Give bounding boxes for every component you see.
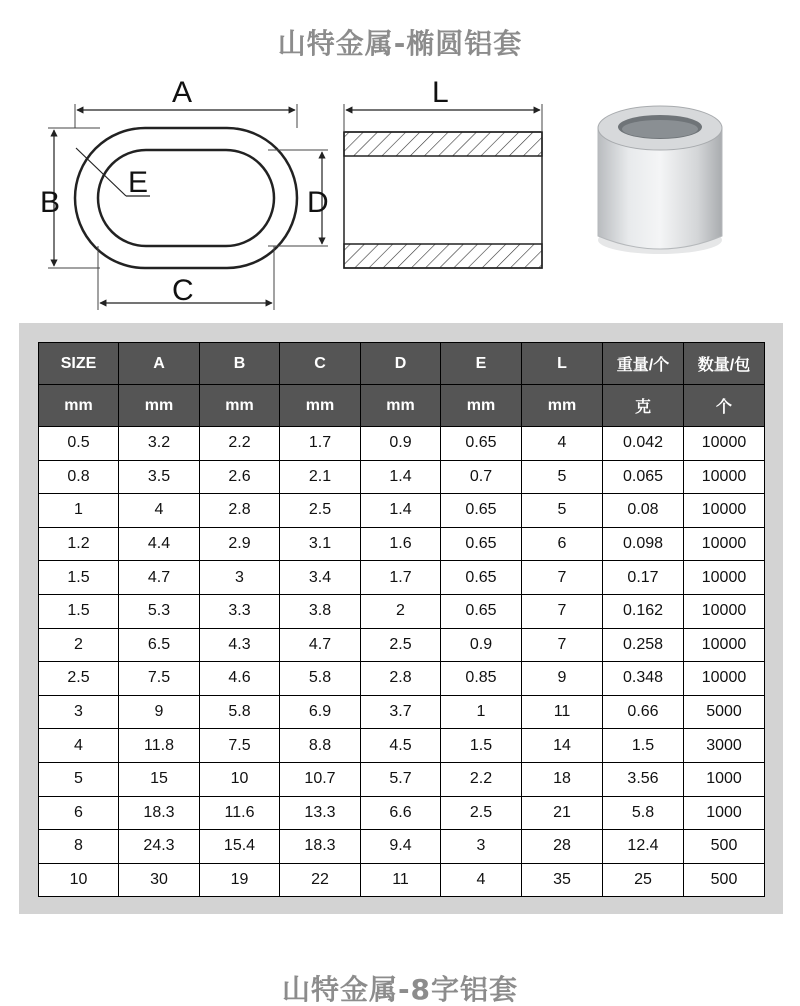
table-cell: 3.2: [119, 427, 200, 461]
table-cell: 9.4: [361, 830, 441, 864]
table-cell: 6.9: [280, 695, 361, 729]
inner-oval: [98, 150, 274, 246]
table-cell: 1.5: [603, 729, 684, 763]
table-row: [39, 762, 765, 796]
table-cell: 2.6: [200, 460, 280, 494]
table-cell: 4.7: [280, 628, 361, 662]
header-cell: E: [441, 343, 522, 385]
unit-cell: mm: [522, 385, 603, 427]
table-row: [39, 594, 765, 628]
table-cell: 28: [522, 830, 603, 864]
table-cell: 11: [522, 695, 603, 729]
label-c: C: [172, 274, 194, 307]
unit-cell: 个: [684, 385, 765, 427]
header-cell: D: [361, 343, 441, 385]
table-cell: 15.4: [200, 830, 280, 864]
table-cell: 10000: [684, 494, 765, 528]
table-cell: 10000: [684, 594, 765, 628]
table-cell: 6: [522, 527, 603, 561]
table-cell: 0.17: [603, 561, 684, 595]
dimension-diagram: [0, 70, 800, 320]
table-cell: 0.5: [39, 427, 119, 461]
table-cell: 0.65: [441, 561, 522, 595]
table-cell: 5.3: [119, 594, 200, 628]
label-a: A: [172, 76, 193, 109]
table-cell: 4.5: [361, 729, 441, 763]
table-cell: 0.065: [603, 460, 684, 494]
table-cell: 1.4: [361, 460, 441, 494]
unit-cell: mm: [39, 385, 119, 427]
table-cell: 18.3: [280, 830, 361, 864]
table-cell: 35: [522, 863, 603, 897]
table-row: [39, 628, 765, 662]
table-cell: 3: [39, 695, 119, 729]
table-cell: 7: [522, 628, 603, 662]
label-l: L: [432, 76, 449, 109]
table-cell: 2.9: [200, 527, 280, 561]
table-cell: 3.4: [280, 561, 361, 595]
table-cell: 4.6: [200, 662, 280, 696]
table-cell: 1.7: [361, 561, 441, 595]
header-cell: SIZE: [39, 343, 119, 385]
table-cell: 1: [39, 494, 119, 528]
table-cell: 3.5: [119, 460, 200, 494]
unit-cell: 克: [603, 385, 684, 427]
table-cell: 4.7: [119, 561, 200, 595]
table-cell: 30: [119, 863, 200, 897]
table-cell: 3.8: [280, 594, 361, 628]
table-cell: 0.162: [603, 594, 684, 628]
table-row: [39, 863, 765, 897]
next-section-title: 山特金属-8字铝套: [281, 973, 519, 1006]
table-cell: 11.6: [200, 796, 280, 830]
table-cell: 1.7: [280, 427, 361, 461]
table-cell: 22: [280, 863, 361, 897]
table-cell: 25: [603, 863, 684, 897]
diagram-drawing: [0, 70, 800, 320]
table-cell: 6.6: [361, 796, 441, 830]
table-cell: 1.5: [441, 729, 522, 763]
table-cell: 0.65: [441, 494, 522, 528]
table-cell: 5.8: [280, 662, 361, 696]
label-d: D: [307, 186, 329, 219]
table-cell: 0.7: [441, 460, 522, 494]
table-cell: 0.348: [603, 662, 684, 696]
table-cell: 5.8: [200, 695, 280, 729]
table-cell: 5: [522, 494, 603, 528]
table-cell: 10000: [684, 662, 765, 696]
table-cell: 0.85: [441, 662, 522, 696]
table-cell: 4: [119, 494, 200, 528]
table-cell: 2.1: [280, 460, 361, 494]
table-cell: 10: [39, 863, 119, 897]
side-view-bottom-wall: [344, 244, 542, 268]
table-cell: 10000: [684, 460, 765, 494]
table-cell: 10000: [684, 628, 765, 662]
table-cell: 2.5: [441, 796, 522, 830]
unit-cell: mm: [441, 385, 522, 427]
table-cell: 500: [684, 830, 765, 864]
unit-cell: mm: [361, 385, 441, 427]
table-cell: 2.5: [280, 494, 361, 528]
table-row: [39, 830, 765, 864]
spec-table: [38, 342, 765, 897]
table-cell: 0.08: [603, 494, 684, 528]
table-cell: 0.66: [603, 695, 684, 729]
label-e: E: [128, 166, 149, 199]
table-cell: 14: [522, 729, 603, 763]
table-cell: 18.3: [119, 796, 200, 830]
table-row: [39, 729, 765, 763]
table-cell: 2: [39, 628, 119, 662]
table-cell: 11: [361, 863, 441, 897]
unit-cell: mm: [280, 385, 361, 427]
header-cell: 重量/个: [603, 343, 684, 385]
table-cell: 0.9: [361, 427, 441, 461]
table-cell: 2.8: [361, 662, 441, 696]
table-cell: 3000: [684, 729, 765, 763]
table-cell: 3: [200, 561, 280, 595]
product-photo: [598, 106, 722, 254]
table-row: [39, 460, 765, 494]
table-cell: 2.5: [39, 662, 119, 696]
table-cell: 4.4: [119, 527, 200, 561]
table-cell: 18: [522, 762, 603, 796]
table-cell: 4: [441, 863, 522, 897]
header-cell: B: [200, 343, 280, 385]
dimension-e-leader: [76, 148, 126, 196]
table-cell: 12.4: [603, 830, 684, 864]
unit-cell: mm: [200, 385, 280, 427]
table-cell: 0.65: [441, 427, 522, 461]
table-cell: 13.3: [280, 796, 361, 830]
table-cell: 0.8: [39, 460, 119, 494]
table-cell: 9: [522, 662, 603, 696]
table-cell: 0.258: [603, 628, 684, 662]
table-cell: 11.8: [119, 729, 200, 763]
table-cell: 1.5: [39, 594, 119, 628]
table-cell: 2.2: [441, 762, 522, 796]
unit-cell: mm: [119, 385, 200, 427]
table-cell: 21: [522, 796, 603, 830]
table-cell: 1000: [684, 796, 765, 830]
table-cell: 7: [522, 594, 603, 628]
table-cell: 0.9: [441, 628, 522, 662]
table-cell: 2.5: [361, 628, 441, 662]
table-cell: 1000: [684, 762, 765, 796]
table-units-row: [39, 385, 765, 427]
table-header-row: [39, 343, 765, 385]
table-cell: 4.3: [200, 628, 280, 662]
table-cell: 7.5: [119, 662, 200, 696]
table-cell: 19: [200, 863, 280, 897]
table-cell: 1.6: [361, 527, 441, 561]
table-cell: 7.5: [200, 729, 280, 763]
table-row: [39, 796, 765, 830]
table-cell: 5: [522, 460, 603, 494]
table-cell: 10000: [684, 527, 765, 561]
table-cell: 5: [39, 762, 119, 796]
table-cell: 2.2: [200, 427, 280, 461]
table-cell: 2.8: [200, 494, 280, 528]
table-cell: 1.4: [361, 494, 441, 528]
table-cell: 15: [119, 762, 200, 796]
table-cell: 0.042: [603, 427, 684, 461]
table-cell: 4: [522, 427, 603, 461]
table-cell: 0.65: [441, 594, 522, 628]
table-cell: 3.1: [280, 527, 361, 561]
table-row: [39, 662, 765, 696]
table-cell: 1.5: [39, 561, 119, 595]
table-cell: 7: [522, 561, 603, 595]
table-cell: 5.7: [361, 762, 441, 796]
table-cell: 10000: [684, 561, 765, 595]
table-cell: 0.098: [603, 527, 684, 561]
table-cell: 8.8: [280, 729, 361, 763]
spec-table-panel: [19, 323, 783, 914]
label-b: B: [40, 186, 61, 219]
table-row: [39, 427, 765, 461]
table-row: [39, 527, 765, 561]
header-cell: C: [280, 343, 361, 385]
table-cell: 3.7: [361, 695, 441, 729]
table-cell: 3.3: [200, 594, 280, 628]
header-cell: A: [119, 343, 200, 385]
side-view-top-wall: [344, 132, 542, 156]
table-row: [39, 695, 765, 729]
table-cell: 8: [39, 830, 119, 864]
table-cell: 6: [39, 796, 119, 830]
table-cell: 0.65: [441, 527, 522, 561]
table-body: [39, 427, 765, 897]
table-cell: 5.8: [603, 796, 684, 830]
table-cell: 10.7: [280, 762, 361, 796]
table-cell: 3.56: [603, 762, 684, 796]
table-cell: 3: [441, 830, 522, 864]
table-cell: 2: [361, 594, 441, 628]
table-cell: 9: [119, 695, 200, 729]
page-title: 山特金属-椭圆铝套: [277, 27, 523, 60]
table-cell: 10: [200, 762, 280, 796]
table-cell: 500: [684, 863, 765, 897]
table-cell: 6.5: [119, 628, 200, 662]
header-cell: L: [522, 343, 603, 385]
table-row: [39, 494, 765, 528]
table-cell: 4: [39, 729, 119, 763]
table-cell: 24.3: [119, 830, 200, 864]
header-cell: 数量/包: [684, 343, 765, 385]
table-cell: 1.2: [39, 527, 119, 561]
table-row: [39, 561, 765, 595]
table-cell: 10000: [684, 427, 765, 461]
table-cell: 1: [441, 695, 522, 729]
table-cell: 5000: [684, 695, 765, 729]
